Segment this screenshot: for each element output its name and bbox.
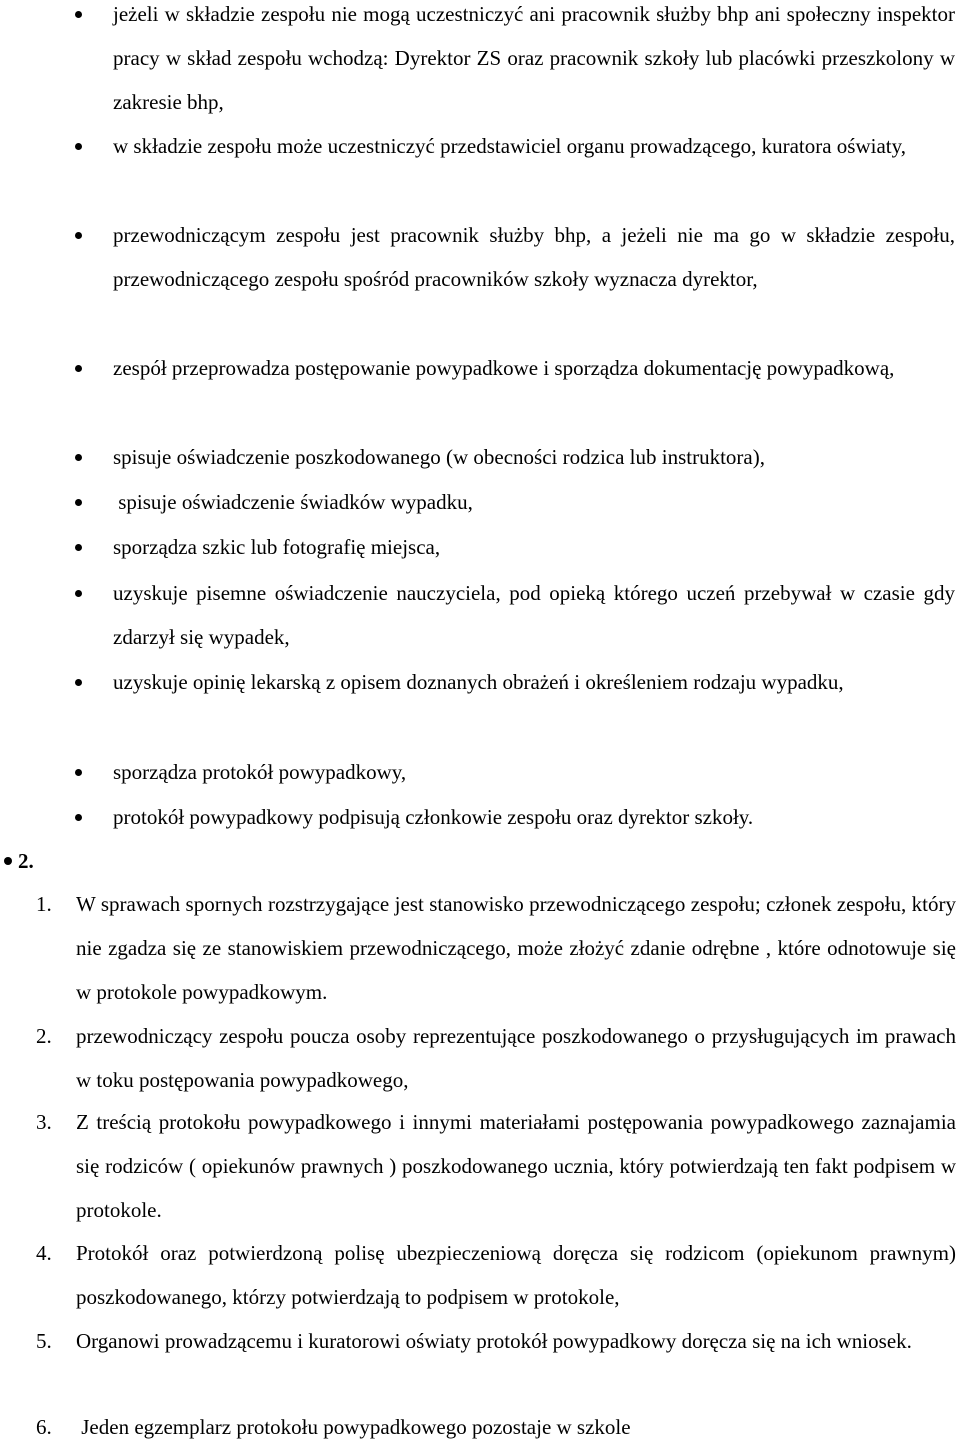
bullet-dot-icon xyxy=(75,11,82,18)
numbered-item-label: 1. xyxy=(36,892,52,916)
bullet-text: spisuje oświadczenie poszkodowanego (w obecności rodzica lub instruktora), xyxy=(113,445,765,469)
bullet-text: przewodniczącym zespołu jest pracownik służby bhp, a jeżeli nie ma go w składzie zespołu, przewodniczącego zespołu spośród pracowników szkoły wyznacza dyrektor, xyxy=(113,223,955,292)
section-bullet-icon xyxy=(4,857,12,865)
bullet-text: uzyskuje pisemne oświadczenie nauczyciela, pod opieką którego uczeń przebywał w czasie gdy zdarzył się wypadek, xyxy=(113,581,955,650)
numbered-item-label: 5. xyxy=(36,1329,52,1353)
bullet-dot-icon xyxy=(75,769,82,776)
bullet-dot-icon xyxy=(75,232,82,239)
bullet-text: spisuje oświadczenie świadków wypadku, xyxy=(113,490,473,514)
numbered-item-text: Jeden egzemplarz protokołu powypadkowego pozostaje w szkole xyxy=(76,1415,631,1439)
numbered-item-label: 6. xyxy=(36,1415,52,1439)
bullet-dot-icon xyxy=(75,544,82,551)
numbered-item-text: przewodniczący zespołu poucza osoby reprezentujące poszkodowanego o przysługujących im prawach w toku postępowania powypadkowego, xyxy=(76,1024,956,1092)
numbered-item-text: Protokół oraz potwierdzoną polisę ubezpieczeniową doręcza się rodzicom (opiekunom prawnym) poszkodowanego, którzy potwierdzają to podpisem w protokole, xyxy=(76,1241,956,1309)
bullet-dot-icon xyxy=(75,365,82,372)
numbered-item-label: 4. xyxy=(36,1241,52,1265)
section-number xyxy=(0,846,60,876)
bullet-text: uzyskuje opinię lekarską z opisem doznanych obrażeń i określeniem rodzaju wypadku, xyxy=(113,670,844,694)
numbered-item-label: 2. xyxy=(36,1024,52,1048)
bullet-text: sporządza protokół powypadkowy, xyxy=(113,760,407,784)
numbered-item-text: W sprawach spornych rozstrzygające jest stanowisko przewodniczącego zespołu; członek zespołu, który nie zgadza się ze stanowiskiem przewodniczącego, może złożyć zdanie odrębne , które odnotowuje się w protokole powypadkowym. xyxy=(76,892,956,1004)
bullet-text: w składzie zespołu może uczestniczyć przedstawiciel organu prowadzącego, kuratora oświaty, xyxy=(113,134,907,158)
numbered-item-text: Organowi prowadzącemu i kuratorowi oświaty protokół powypadkowy doręcza się na ich wniosek. xyxy=(76,1329,912,1353)
bullet-dot-icon xyxy=(75,499,82,506)
bullet-text: jeżeli w składzie zespołu nie mogą uczestniczyć ani pracownik służby bhp ani społeczny inspektor pracy w skład zespołu wchodzą: Dyrektor ZS oraz pracownik szkoły lub placówki przeszkolony w zakresie bhp, xyxy=(113,2,955,115)
bullet-dot-icon xyxy=(75,590,82,597)
bullet-dot-icon xyxy=(75,679,82,686)
section-label: 2. xyxy=(18,849,34,873)
bullet-text: zespół przeprowadza postępowanie powypadkowe i sporządza dokumentację powypadkową, xyxy=(113,356,895,380)
bullet-dot-icon xyxy=(75,143,82,150)
bullet-dot-icon xyxy=(75,454,82,461)
numbered-item-text: Z treścią protokołu powypadkowego i innymi materiałami postępowania powypadkowego zaznajamia się rodziców ( opiekunów prawnych ) poszkodowanego ucznia, który potwierdzają ten fakt podpisem w protokole. xyxy=(76,1110,956,1222)
bullet-text: protokół powypadkowy podpisują członkowie zespołu oraz dyrektor szkoły. xyxy=(113,805,754,829)
bullet-text: sporządza szkic lub fotografię miejsca, xyxy=(113,535,441,559)
numbered-item-label: 3. xyxy=(36,1110,52,1134)
bullet-dot-icon xyxy=(75,814,82,821)
